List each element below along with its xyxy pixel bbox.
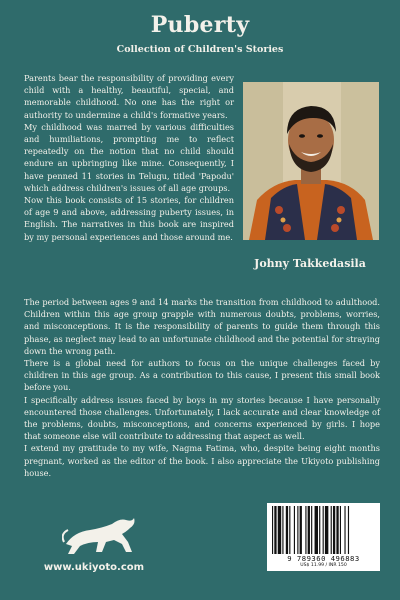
body-paragraph: There is a global need for authors to focus on the unique challenges faced by children in this age group. As a contribution to this cause, I present this small book before you.: [24, 358, 380, 393]
book-title: Puberty: [150, 12, 250, 38]
leaping-tiger-icon: [62, 512, 138, 556]
body-paragraph: The period between ages 9 and 14 marks the transition from childhood to adulthood. Children within this age group grapple with numerous doubts, problems, worries, and misconceptions. It is the responsibility of parents to guide them through this phase, as neglect may lead to an unfortunate childhood and the potential for straying down the wrong path.: [24, 297, 380, 356]
intro-paragraph: Parents bear the responsibility of providing every child with a healthy, beautiful, special, and memorable childhood. No one has the right or authority to undermine a child's formative years.: [24, 73, 234, 120]
isbn-barcode: [267, 503, 380, 571]
isbn-number: 9 789360 496883: [287, 554, 360, 563]
intro-paragraph: Now this book consists of 15 stories, for children of age 9 and above, addressing puberty issues, in English. The narratives in this book are inspired by my personal experiences and those around me.: [24, 195, 234, 242]
barcode-bars: [272, 506, 375, 554]
barcode-price: US$ 11.99 / INR 150: [300, 563, 347, 568]
author-portrait-image: [243, 82, 379, 240]
body-text: [24, 296, 380, 479]
intro-paragraph: My childhood was marred by various difficulties and humiliations, prompting me to reflect repeatedly on the notion that no child should endure an upbringing like mine. Consequently, I have penned 11 stories in Telugu, titled 'Papodu' which address children's issues of all age groups.: [24, 121, 234, 193]
body-paragraph: I extend my gratitude to my wife, Nagma Fatima, who, despite being eight months pregnant, worked as the editor of the book. I also appreciate the Ukiyoto publishing house.: [24, 443, 380, 478]
publisher-website[interactable]: www.ukiyoto.com: [43, 562, 145, 573]
author-photo: [243, 82, 379, 240]
book-subtitle: Collection of Children's Stories: [116, 44, 284, 55]
author-name: Johny Takkedasila: [254, 257, 366, 270]
intro-text: [24, 72, 234, 243]
body-paragraph: I specifically address issues faced by boys in my stories because I have personally encountered those challenges. Unfortunately, I lack accurate and clear knowledge of the problems, doubts, misconceptions, and concerns experienced by girls. I hope that someone else will contribute to addressing that aspect as well.: [24, 394, 380, 442]
